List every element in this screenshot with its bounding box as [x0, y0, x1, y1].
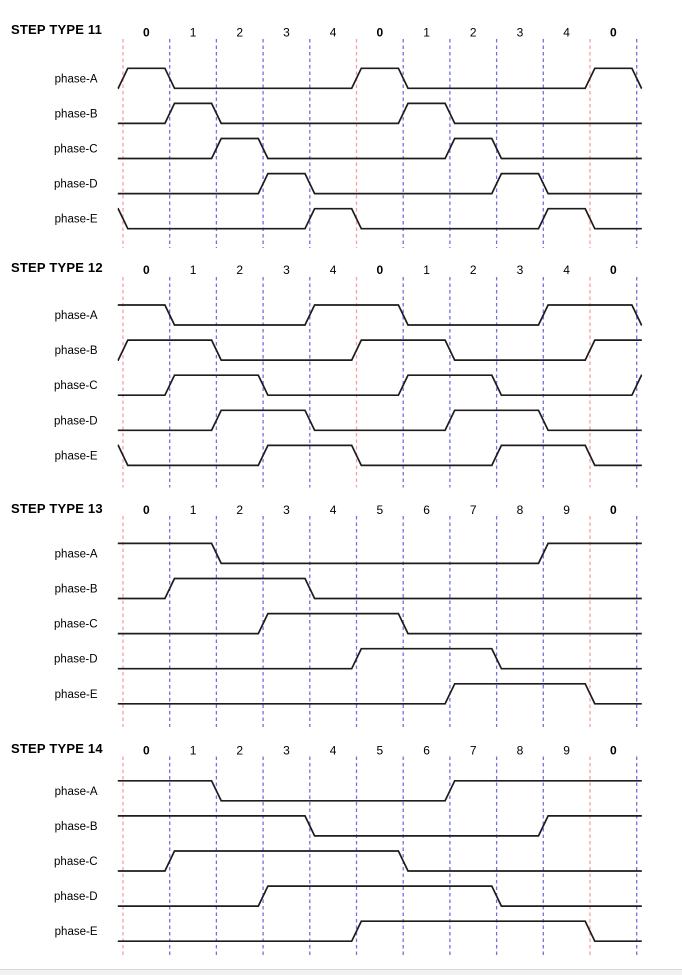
waveform-phase-A	[118, 543, 642, 563]
step-number-label: 7	[469, 743, 477, 758]
step-number-label: 1	[189, 503, 197, 517]
phase-label: phase-C	[54, 856, 98, 868]
waveform-phase-C	[118, 614, 642, 634]
phase-label: phase-A	[54, 310, 98, 322]
phase-label: phase-B	[54, 583, 98, 596]
step-type-section-step-type-13	[54, 503, 642, 727]
phase-label: phase-E	[54, 688, 98, 701]
step-number-label: 6	[423, 743, 430, 758]
step-type-section-step-type-11	[54, 26, 642, 249]
step-number-label: 3	[283, 25, 290, 40]
step-number-label: 2	[469, 263, 477, 277]
step-number-label: 1	[189, 743, 197, 758]
step-number-label: 0	[610, 25, 617, 40]
waveform-phase-D	[118, 649, 642, 669]
waveform-phase-E	[118, 209, 642, 229]
waveform-phase-E	[118, 445, 642, 465]
phase-label: phase-A	[54, 548, 98, 561]
step-number-label: 1	[189, 263, 197, 277]
step-number-label: 0	[376, 25, 384, 40]
phase-label: phase-C	[54, 380, 98, 393]
bottom-bar	[0, 969, 682, 975]
section-title-step-type-14: STEP TYPE 14	[11, 741, 103, 756]
waveform-phase-B	[118, 816, 642, 836]
step-number-label: 3	[516, 25, 524, 40]
step-number-label: 2	[236, 503, 244, 517]
step-number-label: 2	[236, 743, 244, 758]
phase-label: phase-E	[54, 450, 98, 463]
step-number-label: 8	[516, 743, 524, 758]
section-title-step-type-12: STEP TYPE 12	[11, 260, 103, 275]
phase-label: phase-B	[54, 108, 98, 121]
step-number-label: 0	[143, 25, 150, 40]
step-number-label: 0	[610, 743, 617, 758]
step-number-label: 5	[376, 503, 384, 517]
section-title-step-type-11: STEP TYPE 11	[11, 22, 103, 37]
step-number-label: 4	[329, 503, 337, 517]
step-number-label: 3	[283, 743, 290, 758]
step-number-label: 3	[283, 263, 290, 277]
step-type-section-step-type-12	[54, 263, 642, 488]
step-type-section-step-type-14	[54, 744, 642, 959]
waveform-phase-B	[118, 103, 642, 123]
phase-label: phase-A	[54, 73, 98, 86]
waveform-phase-C	[118, 375, 642, 395]
step-number-label: 0	[610, 263, 617, 277]
waveform-phase-A	[118, 68, 642, 88]
step-number-label: 3	[283, 503, 290, 517]
waveform-phase-D	[118, 174, 642, 194]
phase-label: phase-E	[54, 926, 98, 939]
step-number-label: 0	[143, 503, 150, 517]
step-number-label: 1	[189, 25, 197, 40]
waveform-phase-D	[118, 410, 642, 430]
phase-label: phase-B	[54, 345, 98, 358]
waveform-phase-B	[118, 579, 642, 599]
step-number-label: 2	[236, 25, 244, 40]
waveform-phase-D	[118, 886, 642, 906]
waveform-phase-A	[118, 305, 642, 325]
step-number-label: 0	[610, 503, 617, 517]
phase-label: phase-D	[54, 178, 98, 191]
waveform-phase-C	[118, 851, 642, 871]
phase-label: phase-A	[54, 785, 98, 798]
waveform-phase-A	[118, 781, 642, 801]
phase-label: phase-D	[54, 415, 98, 428]
step-number-label: 7	[469, 503, 477, 517]
phase-label: phase-C	[54, 618, 98, 631]
phase-label: phase-E	[54, 213, 98, 226]
section-title-step-type-13: STEP TYPE 13	[11, 501, 103, 516]
step-number-label: 1	[423, 25, 430, 40]
step-number-label: 8	[516, 503, 524, 517]
step-number-label: 0	[143, 743, 150, 758]
step-number-label: 2	[469, 25, 477, 40]
waveform-phase-B	[118, 340, 642, 360]
waveform-phase-C	[118, 139, 642, 159]
step-number-label: 0	[376, 263, 384, 277]
step-number-label: 4	[329, 263, 337, 277]
step-number-label: 6	[423, 503, 430, 517]
step-number-label: 4	[563, 263, 570, 277]
step-number-label: 4	[329, 25, 337, 40]
phase-label: phase-D	[54, 653, 98, 666]
step-number-label: 4	[329, 743, 337, 758]
step-number-label: 3	[516, 263, 524, 277]
waveform-phase-E	[118, 921, 642, 941]
step-number-label: 0	[143, 263, 150, 277]
phase-label: phase-C	[54, 143, 98, 156]
step-number-label: 1	[423, 263, 430, 277]
step-number-label: 9	[563, 743, 570, 758]
step-number-label: 5	[376, 743, 384, 758]
step-number-label: 9	[563, 503, 570, 517]
waveform-phase-E	[118, 684, 642, 704]
phase-label: phase-D	[54, 891, 98, 904]
phase-label: phase-B	[54, 820, 98, 833]
step-number-label: 2	[236, 263, 244, 277]
step-number-label: 4	[563, 25, 570, 40]
